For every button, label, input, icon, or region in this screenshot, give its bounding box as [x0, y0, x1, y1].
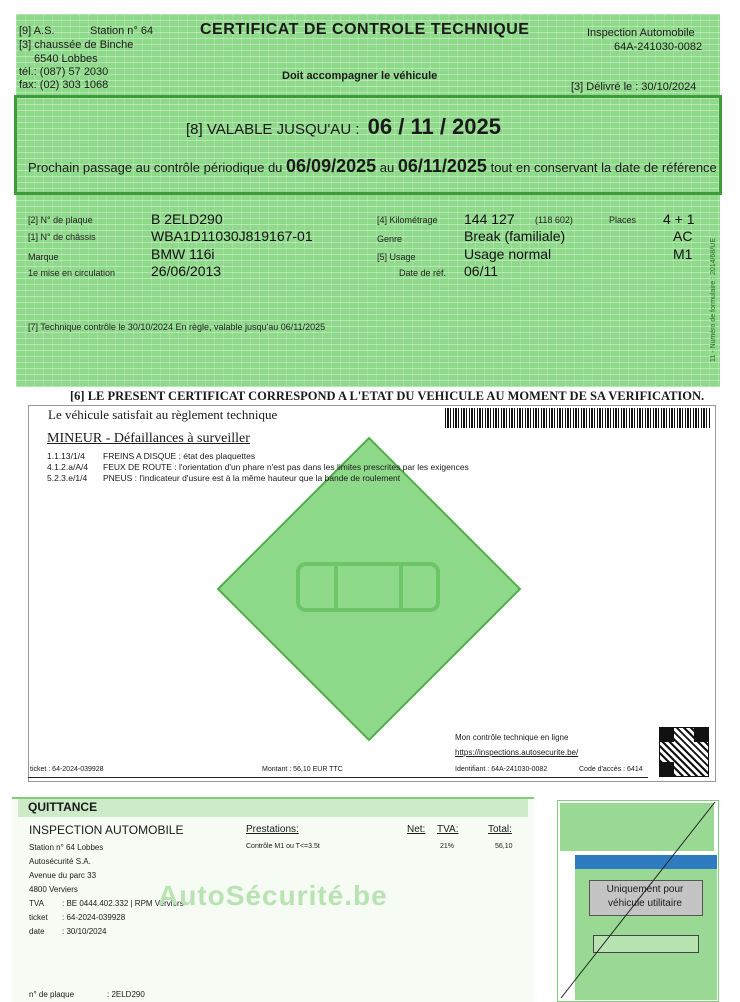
mileage-value: 144 127 — [464, 211, 515, 227]
next-inspection-to: 06/11/2025 — [397, 156, 487, 176]
receipt-service: Contrôle M1 ou T<=3.5t — [246, 843, 320, 850]
receipt-total: 56,10 — [495, 843, 513, 850]
footer-amount: Montant : 56,10 EUR TTC — [262, 766, 343, 773]
station-name: [9] A.S. — [19, 25, 55, 37]
stub-note: Uniquement pour véhicule utilitaire — [606, 884, 684, 909]
receipt-city: 4800 Verviers — [29, 885, 78, 894]
mileage-label: [4] Kilométrage — [377, 215, 438, 225]
receipt-plate: : 2ELD290 — [107, 990, 145, 999]
stub-cross-line — [557, 800, 717, 1000]
receipt-ticket: : 64-2024-039928 — [62, 913, 126, 922]
autosecurite-logo: AutoSécurité.be — [158, 880, 388, 911]
defect-code: 1.1.13/1/4 — [47, 451, 85, 461]
genre-value: Break (familiale) — [464, 228, 566, 244]
defect-code: 5.2.3.e/1/4 — [47, 473, 88, 483]
receipt-col-total: Total: — [488, 824, 512, 835]
issue-date: [3] Délivré le : 30/10/2024 — [571, 81, 697, 93]
defect-row — [47, 473, 607, 484]
technical-line: [7] Technique contrôle le 30/10/2024 En règle, valable jusqu'au 06/11/2025 — [28, 322, 326, 332]
online-url[interactable]: https://inspections.autosecurite.be/ — [455, 748, 579, 757]
receipt-col-net: Net: — [407, 824, 426, 835]
genre-label: Genre — [377, 234, 403, 244]
defect-row — [47, 451, 607, 462]
plate-value: B 2ELD290 — [151, 211, 223, 227]
first-registration-label: 1e mise en circulation — [28, 268, 116, 278]
footer-ticket: ticket : 64-2024-039928 — [30, 766, 104, 773]
receipt-title: QUITTANCE — [28, 800, 98, 814]
minor-defects-title: MINEUR - Défaillances à surveiller — [47, 431, 250, 446]
online-label: Mon contrôle technique en ligne — [455, 733, 569, 742]
document-subtitle: Doit accompagner le véhicule — [282, 70, 438, 82]
receipt-col-vat: TVA: — [437, 824, 459, 835]
validity-label-text: [8] VALABLE JUSQU'AU : — [186, 121, 360, 138]
footer-identifier: Identifiant : 64A-241030-0082 — [455, 766, 548, 773]
make-value: BMW 116i — [151, 246, 215, 262]
receipt-plate-label: n° de plaque — [29, 990, 75, 999]
defect-text: PNEUS : l'indicateur d'usure est à la même hauteur que la bande de roulement — [103, 473, 401, 483]
form-number-side: 11 - Numéro de formulaire : 2014/68/UE — [710, 238, 717, 362]
footer-access-code: Code d'accès : 6414 — [579, 766, 643, 773]
qr-code — [659, 727, 709, 777]
station-city: 6540 Lobbes — [34, 53, 98, 65]
result-heading: [6] LE PRESENT CERTIFICAT CORRESPOND A L'ETAT DU VEHICULE AU MOMENT DE SA VERIFICATION. — [70, 389, 705, 403]
usage-label: [5] Usage — [377, 252, 416, 262]
reference-date-value: 06/11 — [464, 263, 498, 279]
first-registration-value: 26/06/2013 — [151, 263, 222, 279]
defect-text: FREINS A DISQUE : état des plaquettes — [103, 451, 256, 461]
station-street: [3] chaussée de Binche — [19, 39, 134, 51]
document-title: CERTIFICAT DE CONTROLE TECHNIQUE — [200, 21, 530, 38]
next-inspection — [28, 156, 717, 177]
receipt-station: Station n° 64 Lobbes — [29, 843, 104, 852]
reference-date-label: Date de réf. — [399, 268, 447, 278]
validity-label — [186, 114, 501, 140]
next-inspection-au: au — [379, 160, 395, 175]
receipt-date: : 30/10/2024 — [62, 927, 107, 936]
validity-date: 06 / 11 / 2025 — [367, 114, 501, 139]
defect-row — [47, 462, 607, 473]
defects-list — [47, 451, 607, 484]
vin-value: WBA1D11030J819167-01 — [151, 228, 313, 244]
receipt-org: INSPECTION AUTOMOBILE — [29, 823, 184, 837]
places-value: 4 + 1 — [663, 211, 695, 227]
next-inspection-suffix: tout en conservant la date de référence — [490, 160, 717, 175]
validity-frame — [14, 95, 722, 195]
receipt-street: Avenue du parc 33 — [29, 871, 97, 880]
receipt-vat-rate: 21% — [440, 843, 455, 850]
mileage-previous: (118 602) — [535, 215, 573, 225]
issuer-org: Inspection Automobile — [587, 27, 695, 39]
vehicle-code-2: M1 — [673, 246, 693, 262]
usage-value: Usage normal — [464, 246, 552, 262]
defect-text: FEUX DE ROUTE : l'orientation d'un phare n'est pas dans les limites prescrites par les exigences — [103, 462, 469, 472]
next-inspection-from: 06/09/2025 — [286, 156, 377, 176]
barcode — [445, 408, 710, 428]
receipt-ticket-label: ticket — [29, 913, 48, 922]
receipt-company: Autosécurité S.A. — [29, 857, 91, 866]
places-label: Places — [609, 215, 637, 225]
vin-label: [1] N° de châssis — [28, 232, 96, 242]
make-label: Marque — [28, 252, 59, 262]
receipt-col-services: Prestations: — [246, 824, 299, 835]
conformity-statement: Le véhicule satisfait au règlement technique — [48, 407, 278, 422]
receipt-date-label: date — [29, 927, 45, 936]
receipt-vat-label: TVA — [29, 899, 44, 908]
document-id: 64A-241030-0082 — [614, 41, 703, 53]
next-inspection-prefix: Prochain passage au contrôle périodique du — [28, 160, 283, 175]
defect-code: 4.1.2.a/A/4 — [47, 462, 89, 472]
receipt-vat: : BE 0444.402.332 | RPM Verviers — [62, 899, 184, 908]
station-phone: tél.: (087) 57 2030 — [19, 66, 109, 78]
footer-rule — [28, 777, 648, 778]
vehicle-code-1: AC — [673, 228, 693, 244]
station-fax: fax: (02) 303 1068 — [19, 79, 109, 91]
plate-label: [2] N° de plaque — [28, 215, 93, 225]
station-number: Station n° 64 — [90, 25, 154, 37]
